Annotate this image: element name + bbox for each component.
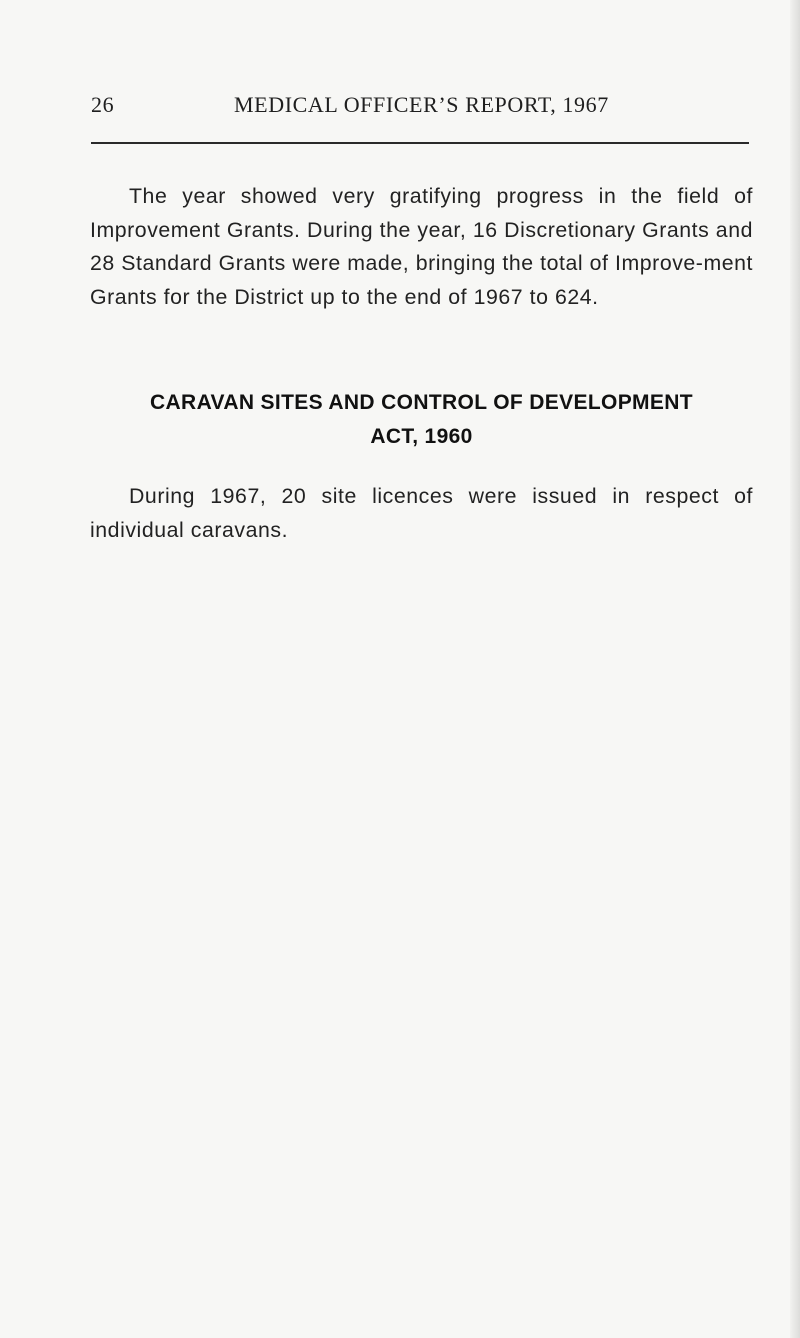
header-rule [91,142,749,144]
section-heading [90,386,753,454]
section-heading-line-2: ACT, 1960 [370,425,473,448]
page-number: 26 [91,92,115,117]
paragraph-improvement-grants: The year showed very gratifying progress in the field of Improvement Grants. During the year, 16 Discretionary Grants and 28 Standard Grants were made, bringing the total of Improve-ment Grants for the District up to the end of 1967 to 624. [90,184,753,309]
report-title: MEDICAL OFFICER’S REPORT, 1967 [234,92,609,117]
running-head [91,92,751,122]
page-edge-shadow [790,0,800,1338]
section-heading-line-1: CARAVAN SITES AND CONTROL OF DEVELOPMENT [150,391,693,414]
paragraph-caravan-licences: During 1967, 20 site licences were issued in respect of individual caravans. [90,484,753,542]
